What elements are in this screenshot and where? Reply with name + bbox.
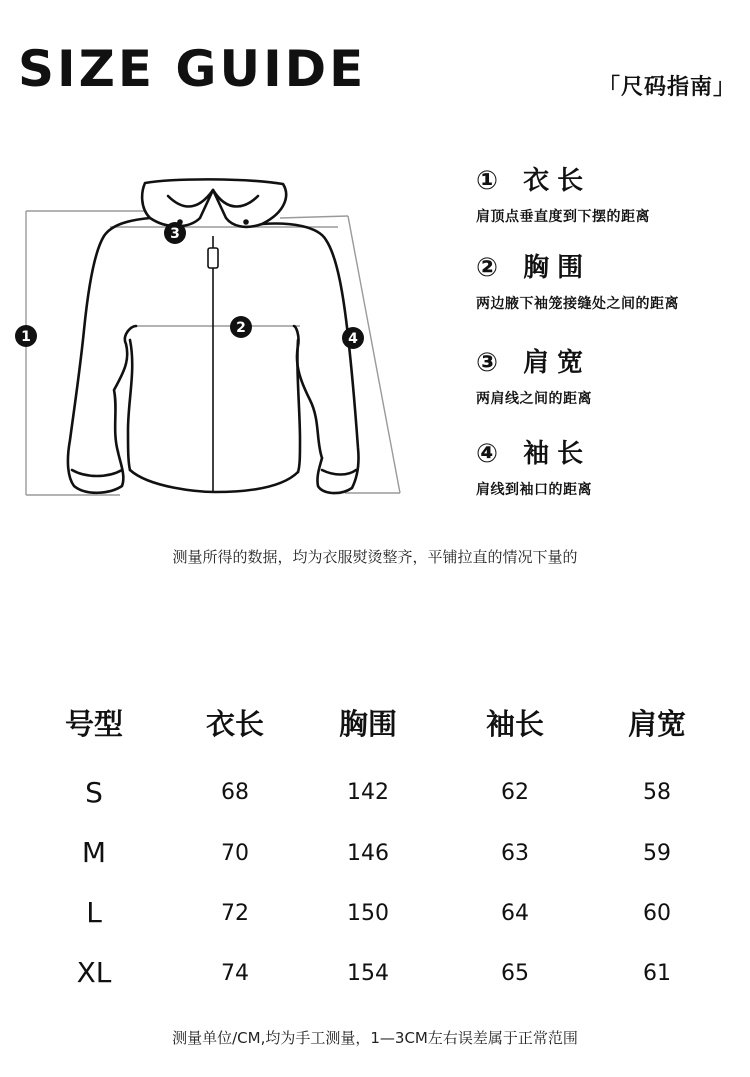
marker-length — [15, 325, 37, 347]
legend-desc: 两边腋下袖笼接缝处之间的距离 — [476, 296, 679, 312]
legend-head: ① 衣长 — [476, 166, 592, 196]
chest-cell: 150 — [347, 901, 389, 926]
measurement-note: 测量所得的数据，均为衣服熨烫整齐，平铺拉直的情况下量的 — [172, 548, 578, 566]
legend-item-shoulder — [476, 350, 592, 408]
legend-desc: 肩线到袖口的距离 — [476, 482, 592, 498]
chest-cell: 146 — [347, 841, 389, 866]
size-cell: S — [85, 776, 103, 809]
size-cell: L — [86, 896, 102, 929]
marker-sleeve — [342, 327, 364, 349]
header-length: 衣长 — [205, 707, 265, 741]
sleeve-cell: 65 — [501, 961, 529, 986]
page-title: SIZE GUIDE — [18, 40, 367, 98]
svg-text:1: 1 — [21, 329, 31, 345]
page-subtitle: 「尺码指南」 — [597, 75, 736, 100]
legend-item-length — [476, 168, 650, 226]
shoulder-cell: 58 — [643, 780, 671, 805]
length-cell: 68 — [221, 780, 249, 805]
header-size: 号型 — [64, 707, 124, 741]
legend-desc: 肩顶点垂直度到下摆的距离 — [476, 209, 650, 225]
header-sleeve: 袖长 — [485, 707, 545, 741]
legend-head: ④ 袖长 — [476, 439, 592, 469]
legend-head: ③ 肩宽 — [476, 348, 592, 378]
shoulder-cell: 59 — [643, 841, 671, 866]
legend-head: ② 胸围 — [476, 253, 592, 283]
length-cell: 70 — [221, 841, 249, 866]
chest-cell: 142 — [347, 780, 389, 805]
svg-text:3: 3 — [170, 226, 180, 242]
legend-item-sleeve — [476, 441, 592, 499]
marker-shoulder — [164, 222, 186, 244]
sleeve-cell: 62 — [501, 780, 529, 805]
sleeve-cell: 63 — [501, 841, 529, 866]
sleeve-cell: 64 — [501, 901, 529, 926]
header-shoulder: 肩宽 — [627, 707, 687, 741]
svg-text:2: 2 — [236, 320, 246, 336]
legend-item-chest — [476, 255, 679, 313]
measurement-unit-note: 测量单位/CM,均为手工测量，1—3CM左右误差属于正常范围 — [172, 1029, 578, 1047]
legend-desc: 两肩线之间的距离 — [476, 391, 592, 407]
shoulder-cell: 60 — [643, 901, 671, 926]
length-cell: 74 — [221, 961, 249, 986]
shoulder-cell: 61 — [643, 961, 671, 986]
svg-text:4: 4 — [348, 331, 358, 347]
marker-chest — [230, 316, 252, 338]
size-cell: M — [81, 836, 107, 869]
header-chest: 胸围 — [338, 707, 398, 741]
chest-cell: 154 — [347, 961, 389, 986]
length-cell: 72 — [221, 901, 249, 926]
hoodie-measurement-diagram — [0, 160, 420, 510]
size-cell: XL — [76, 956, 112, 989]
